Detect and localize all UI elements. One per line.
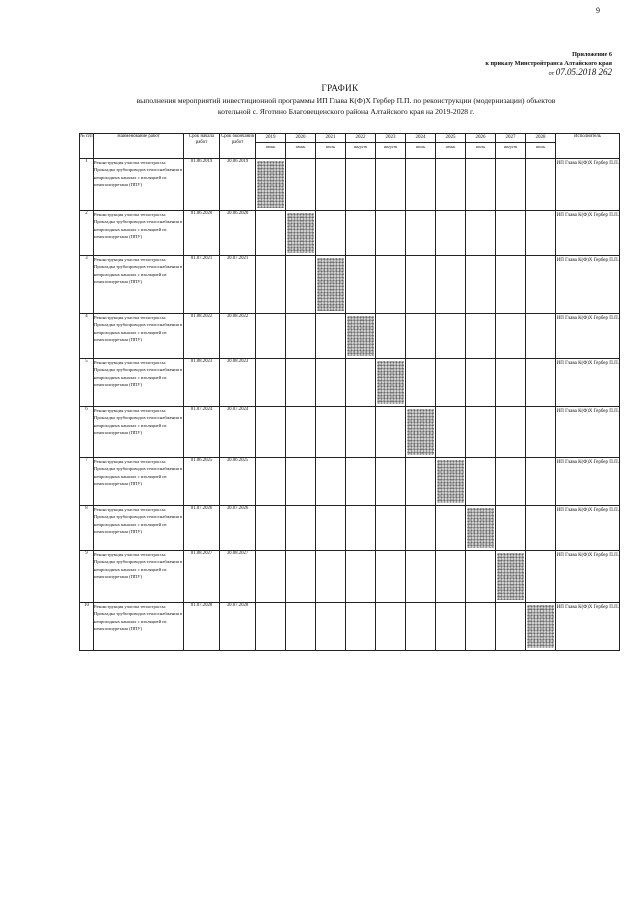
executor: ИП Глава К(Ф)Х Гербер П.П.	[556, 314, 620, 359]
year-cell-2020	[286, 159, 316, 211]
year-cell-2026	[466, 506, 496, 551]
start-date: 01.06.2025	[184, 458, 220, 506]
appendix-order-ref: к приказу Минстройтранса Алтайского края	[485, 60, 612, 67]
year-cell-2020	[286, 256, 316, 314]
year-cell-2019	[256, 211, 286, 256]
gantt-bar	[257, 161, 284, 208]
year-cell-2028	[526, 407, 556, 458]
table-row	[80, 314, 620, 359]
year-cell-2022	[346, 458, 376, 506]
gantt-bar	[377, 361, 404, 404]
end-date: 30.06.2019	[220, 159, 256, 211]
subtitle-line-2: котельной с. Яготино Благовещенского района Алтайского края на 2019-2028 г.	[217, 107, 475, 116]
year-cell-2022	[346, 256, 376, 314]
year-cell-2021	[316, 359, 346, 407]
header-year-label: 2022	[355, 135, 366, 140]
header-year-label: 2026	[475, 135, 486, 140]
row-number: 1	[80, 159, 94, 211]
header-year-label: 2028	[535, 135, 546, 140]
gantt-bar	[347, 316, 374, 356]
start-date: 01.08.2022	[184, 314, 220, 359]
row-number: 4	[80, 314, 94, 359]
year-cell-2023	[376, 551, 406, 603]
year-cell-2026	[466, 458, 496, 506]
year-cell-2023	[376, 359, 406, 407]
year-cell-2026	[466, 211, 496, 256]
end-date: 30.07.2021	[220, 256, 256, 314]
year-cell-2020	[286, 407, 316, 458]
year-cell-2021	[316, 159, 346, 211]
year-cell-2025	[436, 314, 466, 359]
header-month-label: июль	[406, 142, 435, 150]
year-cell-2019	[256, 314, 286, 359]
header-month-label: июль	[526, 142, 555, 150]
year-cell-2027	[496, 506, 526, 551]
year-cell-2021	[316, 211, 346, 256]
work-description: Реконструкция участка теплотрассы: Прокладка трубопроводов теплоснабжения в непроходных каналах с изоляцией из пенополиуретана (ППУ)	[94, 603, 184, 651]
year-cell-2027	[496, 211, 526, 256]
work-description: Реконструкция участка теплотрассы: Прокладка трубопроводов теплоснабжения в непроходных каналах с изоляцией из пенополиуретана (ППУ)	[94, 314, 184, 359]
header-year-label: 2023	[385, 135, 396, 140]
work-description: Реконструкция участка теплотрассы: Прокладка трубопроводов теплоснабжения в непроходных каналах с изоляцией из пенополиуретана (ППУ)	[94, 359, 184, 407]
work-description: Реконструкция участка теплотрассы: Прокладка трубопроводов теплоснабжения в непроходных каналах с изоляцией из пенополиуретана (ППУ)	[94, 256, 184, 314]
year-cell-2022	[346, 211, 376, 256]
table-row	[80, 506, 620, 551]
year-cell-2022	[346, 551, 376, 603]
year-cell-2028	[526, 211, 556, 256]
year-cell-2019	[256, 159, 286, 211]
year-cell-2020	[286, 603, 316, 651]
year-cell-2026	[466, 359, 496, 407]
year-cell-2025	[436, 211, 466, 256]
header-year-label: 2021	[325, 135, 336, 140]
year-cell-2024	[406, 256, 436, 314]
table-row	[80, 359, 620, 407]
header-month-label: июнь	[256, 142, 285, 150]
table-body	[80, 159, 620, 651]
year-cell-2024	[406, 407, 436, 458]
year-cell-2027	[496, 159, 526, 211]
end-date: 30.07.2026	[220, 506, 256, 551]
year-cell-2025	[436, 603, 466, 651]
year-cell-2027	[496, 359, 526, 407]
executor: ИП Глава К(Ф)Х Гербер П.П.	[556, 211, 620, 256]
work-description: Реконструкция участка теплотрассы: Прокладка трубопроводов теплоснабжения в непроходных каналах с изоляцией из пенополиуретана (ППУ)	[94, 211, 184, 256]
gantt-bar	[527, 605, 554, 648]
header-year-2024	[406, 134, 436, 159]
header-year-label: 2024	[415, 135, 426, 140]
appendix-date	[372, 68, 612, 78]
row-number: 6	[80, 407, 94, 458]
schedule-table	[79, 133, 620, 651]
executor: ИП Глава К(Ф)Х Гербер П.П.	[556, 407, 620, 458]
header-month-label: июль	[466, 142, 495, 150]
year-cell-2022	[346, 407, 376, 458]
start-date: 01.07.2026	[184, 506, 220, 551]
year-cell-2019	[256, 458, 286, 506]
appendix-note	[372, 50, 612, 78]
year-cell-2027	[496, 314, 526, 359]
start-date: 01.08.2023	[184, 359, 220, 407]
year-cell-2028	[526, 506, 556, 551]
header-year-2023	[376, 134, 406, 159]
year-cell-2028	[526, 256, 556, 314]
year-cell-2022	[346, 159, 376, 211]
year-cell-2028	[526, 314, 556, 359]
year-cell-2025	[436, 506, 466, 551]
gantt-bar	[497, 553, 524, 600]
year-cell-2019	[256, 551, 286, 603]
header-month-label: август	[376, 142, 405, 150]
work-description: Реконструкция участка теплотрассы: Прокладка трубопроводов теплоснабжения в непроходных каналах с изоляцией из пенополиуретана (ППУ)	[94, 159, 184, 211]
year-cell-2028	[526, 359, 556, 407]
year-cell-2024	[406, 506, 436, 551]
end-date: 30.07.2024	[220, 407, 256, 458]
year-cell-2023	[376, 159, 406, 211]
year-cell-2025	[436, 256, 466, 314]
header-month-label: август	[346, 142, 375, 150]
year-cell-2025	[436, 359, 466, 407]
row-number: 2	[80, 211, 94, 256]
work-description: Реконструкция участка теплотрассы: Прокладка трубопроводов теплоснабжения в непроходных каналах с изоляцией из пенополиуретана (ППУ)	[94, 458, 184, 506]
row-number: 5	[80, 359, 94, 407]
year-cell-2019	[256, 407, 286, 458]
year-cell-2026	[466, 256, 496, 314]
document-subtitle	[78, 95, 614, 117]
row-number: 8	[80, 506, 94, 551]
year-cell-2023	[376, 314, 406, 359]
year-cell-2021	[316, 603, 346, 651]
year-cell-2021	[316, 506, 346, 551]
table-row	[80, 603, 620, 651]
work-description: Реконструкция участка теплотрассы: Прокладка трубопроводов теплоснабжения в непроходных каналах с изоляцией из пенополиуретана (ППУ)	[94, 506, 184, 551]
end-date: 30.07.2028	[220, 603, 256, 651]
gantt-bar	[407, 409, 434, 455]
header-month-label: июнь	[286, 142, 315, 150]
header-year-2021	[316, 134, 346, 159]
header-executor: Исполнитель	[556, 134, 620, 159]
year-cell-2022	[346, 506, 376, 551]
year-cell-2025	[436, 551, 466, 603]
year-cell-2023	[376, 506, 406, 551]
header-year-label: 2020	[295, 135, 306, 140]
gantt-bar	[287, 213, 314, 253]
year-cell-2023	[376, 256, 406, 314]
year-cell-2019	[256, 603, 286, 651]
year-cell-2024	[406, 551, 436, 603]
year-cell-2028	[526, 603, 556, 651]
work-description: Реконструкция участка теплотрассы: Прокладка трубопроводов теплоснабжения в непроходных каналах с изоляцией из пенополиуретана (ППУ)	[94, 551, 184, 603]
year-cell-2020	[286, 506, 316, 551]
end-date: 30.08.2023	[220, 359, 256, 407]
header-year-2027	[496, 134, 526, 159]
year-cell-2023	[376, 458, 406, 506]
end-date: 30.08.2022	[220, 314, 256, 359]
header-year-2026	[466, 134, 496, 159]
header-year-label: 2025	[445, 135, 456, 140]
year-cell-2024	[406, 314, 436, 359]
year-cell-2020	[286, 458, 316, 506]
year-cell-2024	[406, 159, 436, 211]
executor: ИП Глава К(Ф)Х Гербер П.П.	[556, 359, 620, 407]
appendix-date-prefix: от	[548, 70, 555, 77]
year-cell-2022	[346, 314, 376, 359]
header-month-label: июнь	[436, 142, 465, 150]
year-cell-2027	[496, 603, 526, 651]
year-cell-2021	[316, 256, 346, 314]
header-year-2025	[436, 134, 466, 159]
year-cell-2025	[436, 159, 466, 211]
year-cell-2023	[376, 211, 406, 256]
header-year-2028	[526, 134, 556, 159]
appendix-date-value: 07.05.2018 262	[555, 67, 612, 77]
year-cell-2028	[526, 458, 556, 506]
row-number: 10	[80, 603, 94, 651]
year-cell-2020	[286, 211, 316, 256]
year-cell-2019	[256, 506, 286, 551]
year-cell-2021	[316, 458, 346, 506]
header-year-label: 2027	[505, 135, 516, 140]
start-date: 01.06.2019	[184, 159, 220, 211]
year-cell-2028	[526, 551, 556, 603]
year-cell-2028	[526, 159, 556, 211]
executor: ИП Глава К(Ф)Х Гербер П.П.	[556, 551, 620, 603]
executor: ИП Глава К(Ф)Х Гербер П.П.	[556, 603, 620, 651]
year-cell-2026	[466, 159, 496, 211]
header-month-label: август	[496, 142, 525, 150]
start-date: 01.07.2024	[184, 407, 220, 458]
year-cell-2024	[406, 359, 436, 407]
year-cell-2019	[256, 256, 286, 314]
year-cell-2021	[316, 314, 346, 359]
year-cell-2026	[466, 407, 496, 458]
header-year-2019	[256, 134, 286, 159]
table-header-row	[80, 134, 620, 159]
header-month-label: июль	[316, 142, 345, 150]
year-cell-2022	[346, 603, 376, 651]
appendix-title: Приложение 6	[572, 51, 612, 58]
year-cell-2021	[316, 551, 346, 603]
header-year-2022	[346, 134, 376, 159]
start-date: 01.07.2028	[184, 603, 220, 651]
year-cell-2024	[406, 603, 436, 651]
gantt-bar	[437, 460, 464, 503]
year-cell-2020	[286, 314, 316, 359]
document-title: ГРАФИК	[321, 83, 359, 93]
table-row	[80, 256, 620, 314]
header-year-label: 2019	[265, 135, 276, 140]
row-number: 7	[80, 458, 94, 506]
executor: ИП Глава К(Ф)Х Гербер П.П.	[556, 159, 620, 211]
year-cell-2027	[496, 407, 526, 458]
page-number: 9	[596, 6, 600, 15]
work-description: Реконструкция участка теплотрассы: Прокладка трубопроводов теплоснабжения в непроходных каналах с изоляцией из пенополиуретана (ППУ)	[94, 407, 184, 458]
year-cell-2020	[286, 359, 316, 407]
executor: ИП Глава К(Ф)Х Гербер П.П.	[556, 506, 620, 551]
end-date: 30.06.2020	[220, 211, 256, 256]
row-number: 3	[80, 256, 94, 314]
year-cell-2020	[286, 551, 316, 603]
year-cell-2026	[466, 314, 496, 359]
year-cell-2027	[496, 458, 526, 506]
year-cell-2021	[316, 407, 346, 458]
year-cell-2019	[256, 359, 286, 407]
gantt-bar	[467, 508, 494, 548]
executor: ИП Глава К(Ф)Х Гербер П.П.	[556, 458, 620, 506]
table-row	[80, 211, 620, 256]
subtitle-line-1: выполнения мероприятий инвестиционной программы ИП Глава К(Ф)Х Гербер П.П. по реконструкции (модернизации) объектов	[136, 96, 556, 105]
year-cell-2027	[496, 551, 526, 603]
year-cell-2023	[376, 603, 406, 651]
end-date: 30.08.2027	[220, 551, 256, 603]
year-cell-2025	[436, 458, 466, 506]
executor: ИП Глава К(Ф)Х Гербер П.П.	[556, 256, 620, 314]
header-work: Наименование работ	[94, 134, 184, 159]
header-end: Срок окончания работ	[220, 134, 256, 159]
table-row	[80, 407, 620, 458]
gantt-bar	[317, 258, 344, 311]
start-date: 01.08.2027	[184, 551, 220, 603]
table-row	[80, 159, 620, 211]
row-number: 9	[80, 551, 94, 603]
table-row	[80, 458, 620, 506]
year-cell-2026	[466, 603, 496, 651]
year-cell-2024	[406, 211, 436, 256]
year-cell-2027	[496, 256, 526, 314]
year-cell-2025	[436, 407, 466, 458]
year-cell-2026	[466, 551, 496, 603]
end-date: 30.06.2025	[220, 458, 256, 506]
start-date: 01.06.2020	[184, 211, 220, 256]
header-year-2020	[286, 134, 316, 159]
table-row	[80, 551, 620, 603]
year-cell-2022	[346, 359, 376, 407]
header-num: № п/п	[80, 134, 94, 159]
year-cell-2023	[376, 407, 406, 458]
year-cell-2024	[406, 458, 436, 506]
start-date: 01.07.2021	[184, 256, 220, 314]
header-start: Срок начала работ	[184, 134, 220, 159]
